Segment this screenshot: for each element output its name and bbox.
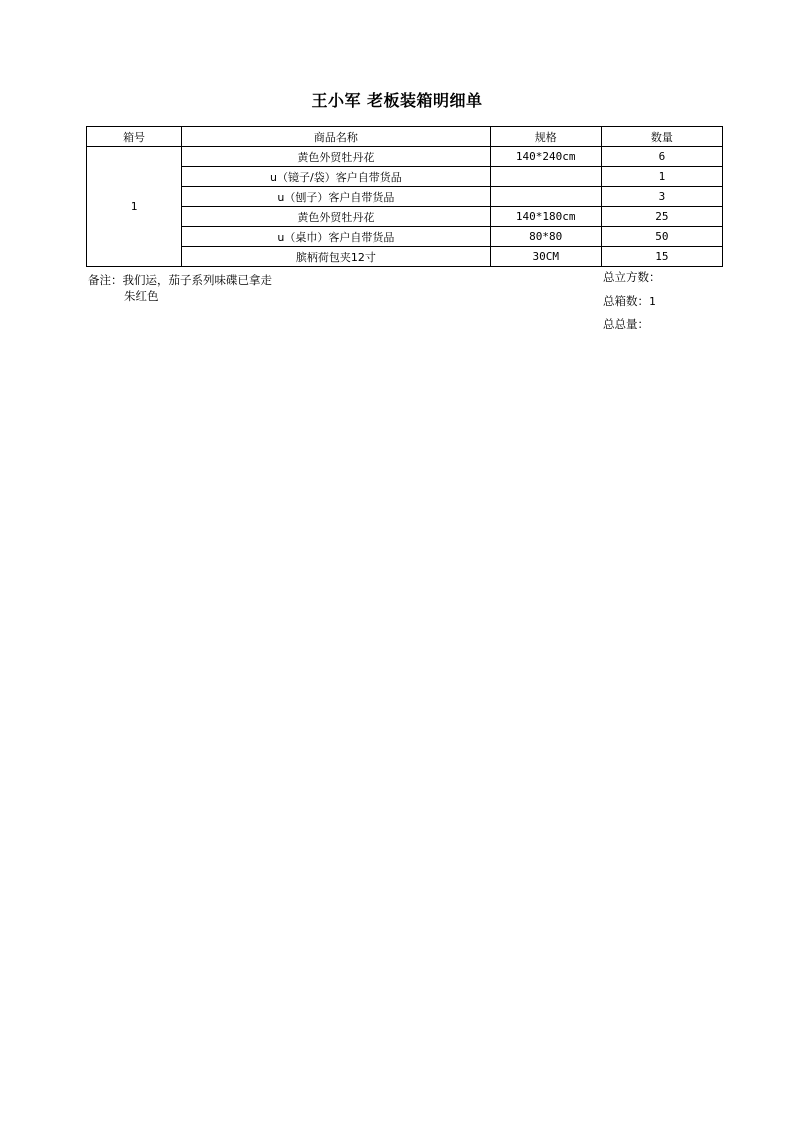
spec-cell: 140*240cm bbox=[490, 147, 601, 167]
quantity-cell: 50 bbox=[601, 227, 722, 247]
product-name-cell: 黄色外贸牡丹花 bbox=[182, 207, 490, 227]
quantity-cell: 3 bbox=[601, 187, 722, 207]
notes-line-2: 朱红色 bbox=[124, 289, 159, 303]
box-number-cell: 1 bbox=[87, 147, 182, 267]
total-volume bbox=[603, 269, 661, 293]
table-header-row bbox=[87, 127, 723, 147]
spec-cell: 140*180cm bbox=[490, 207, 601, 227]
spec-cell: 30CM bbox=[490, 247, 601, 267]
total-boxes bbox=[603, 293, 661, 317]
totals-block bbox=[603, 269, 661, 340]
total-boxes-label: 总箱数： bbox=[603, 293, 649, 308]
spec-cell bbox=[490, 167, 601, 187]
header-spec: 规格 bbox=[490, 127, 601, 147]
spec-cell: 80*80 bbox=[490, 227, 601, 247]
table-row bbox=[87, 187, 723, 207]
product-name-cell: u（刨子）客户自带货品 bbox=[182, 187, 490, 207]
table-row bbox=[87, 247, 723, 267]
spec-cell bbox=[490, 187, 601, 207]
header-box-no: 箱号 bbox=[87, 127, 182, 147]
quantity-cell: 15 bbox=[601, 247, 722, 267]
quantity-cell: 6 bbox=[601, 147, 722, 167]
total-weight bbox=[603, 316, 661, 340]
notes-block bbox=[88, 272, 272, 304]
table-row bbox=[87, 147, 723, 167]
total-weight-label: 总总量： bbox=[603, 317, 649, 331]
header-product-name: 商品名称 bbox=[182, 127, 490, 147]
product-name-cell: u（桌巾）客户自带货品 bbox=[182, 227, 490, 247]
product-name-cell: 黄色外贸牡丹花 bbox=[182, 147, 490, 167]
product-name-cell: 膑柄荷包夹12寸 bbox=[182, 247, 490, 267]
total-volume-label: 总立方数： bbox=[603, 270, 661, 284]
product-name-cell: u（镜子/袋）客户自带货品 bbox=[182, 167, 490, 187]
header-quantity: 数量 bbox=[601, 127, 722, 147]
page-title: 王小军 老板装箱明细单 bbox=[311, 91, 483, 110]
table-row bbox=[87, 227, 723, 247]
notes-line-1: 我们运，茄子系列味碟已拿走 bbox=[122, 273, 272, 287]
table-row bbox=[87, 207, 723, 227]
quantity-cell: 1 bbox=[601, 167, 722, 187]
quantity-cell: 25 bbox=[601, 207, 722, 227]
packing-table bbox=[86, 126, 723, 267]
total-boxes-value: 1 bbox=[649, 294, 656, 308]
notes-label: 备注： bbox=[88, 273, 123, 287]
table-row bbox=[87, 167, 723, 187]
